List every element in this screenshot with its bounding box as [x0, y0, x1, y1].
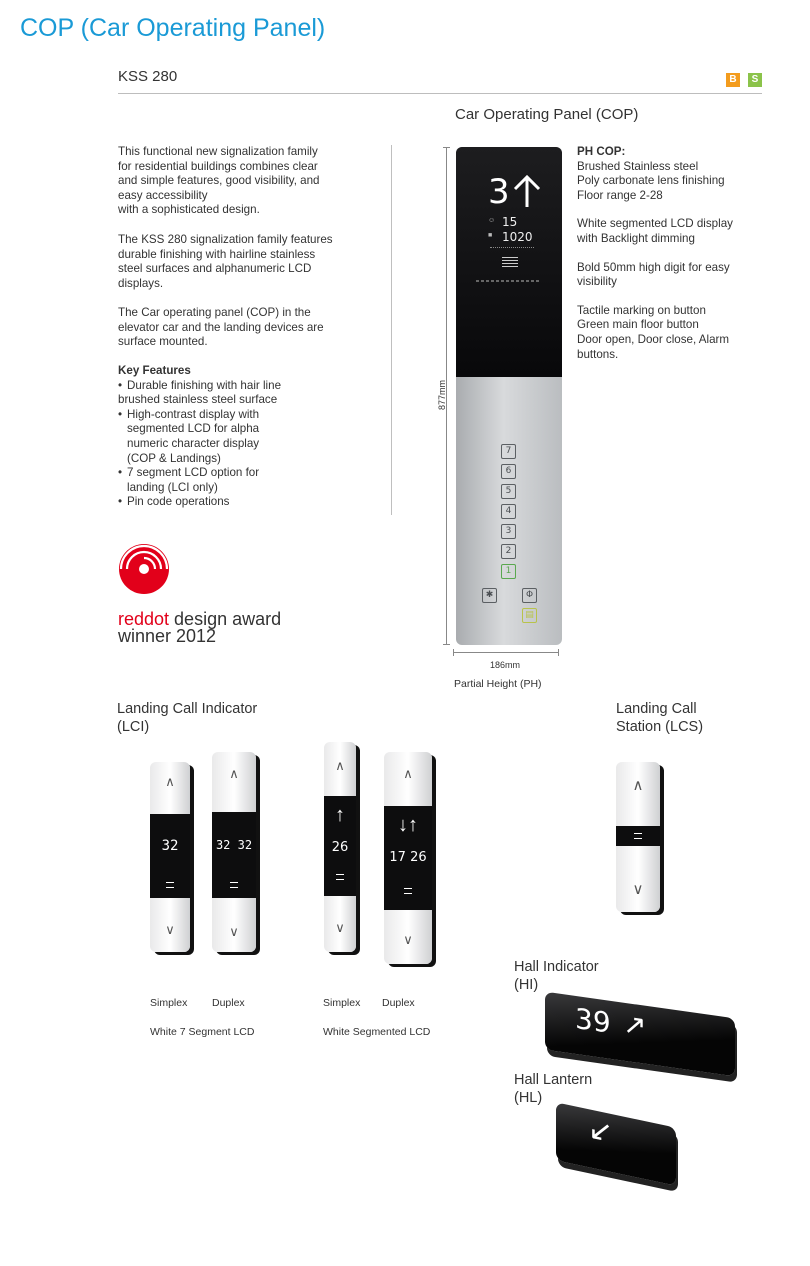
specs-heading: PH COP:	[577, 145, 626, 158]
feature-line: segmented LCD for alpha	[127, 422, 260, 436]
up-chevron-icon: ∧	[165, 774, 175, 789]
lci-heading-line1: Landing Call Indicator	[117, 701, 258, 717]
status-text	[476, 280, 540, 282]
text-line: The KSS 280 signalization family features	[118, 233, 333, 246]
lci-floor: 32 32	[215, 838, 253, 852]
cop-caption: Partial Height (PH)	[454, 678, 542, 690]
hl-heading-line1: Hall Lantern	[514, 1072, 593, 1088]
weight-icon: ■	[488, 232, 493, 239]
badge-s: S	[748, 73, 762, 87]
up-arrow-icon	[512, 175, 542, 209]
hl-heading-line2: (HL)	[514, 1090, 543, 1106]
height-label: 877mm	[437, 380, 447, 411]
floor-button-2[interactable]: 2	[501, 544, 516, 559]
spec-line: White segmented LCD display	[577, 217, 733, 231]
floor-button-1[interactable]: 1	[501, 564, 516, 579]
door-close-button[interactable]: ✱	[482, 588, 497, 603]
floor-button-6[interactable]: 6	[501, 464, 516, 479]
hl-device	[556, 1102, 676, 1186]
lcs-heading-line2: Station (LCS)	[616, 719, 704, 735]
feature-line: • Pin code operations	[118, 495, 368, 510]
floor-button-5[interactable]: 5	[501, 484, 516, 499]
text-line: surface mounted.	[118, 335, 208, 349]
status-icons	[490, 247, 534, 252]
cop-heading: Car Operating Panel (COP)	[455, 106, 639, 123]
up-arrow-icon: ↗	[623, 1007, 647, 1042]
up-chevron-icon: ∧	[335, 758, 345, 773]
spec-line: Green main floor button	[577, 318, 699, 332]
lci-floor: 32	[161, 838, 179, 854]
hl-heading	[514, 1071, 592, 1107]
capacity-kg: 1020	[502, 230, 533, 244]
award-text	[118, 611, 281, 645]
up-chevron-icon: ∧	[229, 766, 239, 781]
door-open-button[interactable]: Φ	[522, 588, 537, 603]
spec-line: with Backlight dimming	[577, 231, 695, 245]
lci-simplex-segmented	[324, 742, 356, 952]
text-line: durable finishing with hairline stainless	[118, 247, 316, 261]
lci-duplex-segmented	[384, 752, 432, 964]
lci-caption-segmented: White Segmented LCD	[323, 1026, 431, 1038]
lci-label-duplex: Duplex	[382, 997, 415, 1009]
dimension-tick	[443, 644, 450, 645]
key-features-list	[118, 379, 368, 510]
feature-line: numeric character display	[127, 436, 260, 450]
down-chevron-icon[interactable]: ∨	[632, 881, 644, 898]
text-line: with a sophisticated design.	[118, 203, 260, 217]
award-dot: dot	[144, 609, 170, 629]
hi-device	[545, 992, 735, 1077]
lci-duplex-7seg	[212, 752, 256, 952]
hi-heading-line1: Hall Indicator	[514, 959, 599, 975]
lci-floor: 26	[331, 840, 349, 855]
hi-heading	[514, 958, 599, 994]
text-line: This functional new signalization family	[118, 145, 318, 158]
reddot-logo-icon	[118, 543, 170, 600]
hi-floor: 39	[575, 1001, 611, 1040]
lcs-indicator-icon	[634, 833, 642, 839]
lcs-heading-line1: Landing Call	[616, 701, 697, 717]
dimension-tick	[558, 649, 559, 656]
width-label: 186mm	[490, 660, 521, 670]
header-divider	[118, 93, 762, 94]
lci-display	[384, 806, 432, 910]
lci-label-duplex: Duplex	[212, 997, 245, 1009]
text-line: The Car operating panel (COP) in the	[118, 306, 311, 319]
lci-caption-7seg: White 7 Segment LCD	[150, 1026, 255, 1038]
feature-line: • 7 segment LCD option for	[118, 466, 368, 481]
lci-indicator-icon	[336, 874, 344, 880]
lci-simplex-7seg	[150, 762, 190, 952]
text-line: and simple features, good visibility, and	[118, 174, 320, 188]
text-line: steel surfaces and alphanumeric LCD	[118, 262, 312, 276]
up-arrow-icon: ↑	[335, 804, 345, 826]
down-chevron-icon: ∨	[335, 920, 345, 935]
capacity-persons: 15	[502, 215, 518, 229]
feature-line: • High-contrast display with	[118, 408, 368, 423]
down-arrow-icon: ↙	[588, 1112, 614, 1151]
spec-line: Bold 50mm high digit for easy	[577, 260, 730, 274]
feature-line: brushed stainless steel surface	[118, 393, 278, 407]
award-red: red	[118, 609, 145, 629]
spec-line: Door open, Door close, Alarm	[577, 332, 730, 346]
lci-floor: 17 26	[389, 850, 427, 865]
lcs-device	[616, 762, 660, 912]
width-dimension-line	[453, 652, 559, 653]
intro-paragraph-2	[118, 233, 378, 291]
feature-line: (COP & Landings)	[127, 451, 221, 465]
column-divider	[391, 145, 392, 515]
down-chevron-icon: ∨	[229, 924, 239, 939]
down-chevron-icon: ∨	[403, 932, 413, 947]
award-year: winner 2012	[118, 626, 217, 646]
lci-heading-line2: (LCI)	[117, 719, 150, 735]
text-line: easy accessibility	[118, 188, 208, 202]
floor-button-4[interactable]: 4	[501, 504, 516, 519]
spec-line: Poly carbonate lens finishing	[577, 174, 725, 188]
text-line: for residential buildings combines clear	[118, 159, 318, 173]
spec-line: Brushed Stainless steel	[577, 159, 699, 173]
up-down-arrow-icon: ↓↑	[398, 814, 418, 836]
lci-display	[324, 796, 356, 896]
lcs-band	[616, 826, 660, 846]
lci-display	[212, 812, 256, 898]
text-line: elevator car and the landing devices are	[118, 320, 324, 334]
cop-panel	[456, 147, 562, 645]
people-icon: ☺	[488, 217, 496, 224]
lci-heading	[117, 700, 257, 736]
dimension-tick	[453, 649, 454, 656]
cop-display	[456, 147, 562, 377]
down-chevron-icon: ∨	[165, 922, 175, 937]
spec-line: Tactile marking on button	[577, 303, 706, 317]
hi-heading-line2: (HI)	[514, 977, 539, 993]
award-rest: design award	[169, 609, 282, 629]
intro-paragraph-1	[118, 145, 378, 218]
product-name: KSS 280	[118, 68, 178, 85]
alarm-button[interactable]: ▤	[522, 608, 537, 623]
up-chevron-icon: ∧	[403, 766, 413, 781]
floor-button-7[interactable]: 7	[501, 444, 516, 459]
indicator-icon	[502, 257, 518, 267]
badge-b: B	[726, 73, 740, 87]
lci-label-simplex: Simplex	[323, 997, 361, 1009]
dimension-tick	[443, 147, 450, 148]
key-features	[118, 364, 368, 510]
spec-line: visibility	[577, 275, 617, 289]
cop-specs	[577, 145, 777, 362]
up-chevron-icon[interactable]: ∧	[632, 777, 644, 794]
spec-line: buttons.	[577, 347, 619, 361]
lci-indicator-icon	[230, 882, 238, 888]
floor-button-3[interactable]: 3	[501, 524, 516, 539]
page-title: COP (Car Operating Panel)	[20, 14, 326, 42]
lci-indicator-icon	[404, 888, 412, 894]
feature-line: • Durable finishing with hair line	[118, 379, 368, 394]
feature-line: landing (LCI only)	[127, 480, 218, 494]
lci-display	[150, 814, 190, 898]
lci-label-simplex: Simplex	[150, 997, 188, 1009]
intro-paragraph-3	[118, 306, 378, 350]
floor-number: 3	[488, 172, 510, 212]
text-line: displays.	[118, 276, 164, 290]
lcs-heading	[616, 700, 703, 736]
key-features-heading: Key Features	[118, 364, 191, 377]
spec-line: Floor range 2-28	[577, 188, 663, 202]
lci-indicator-icon	[166, 882, 174, 888]
